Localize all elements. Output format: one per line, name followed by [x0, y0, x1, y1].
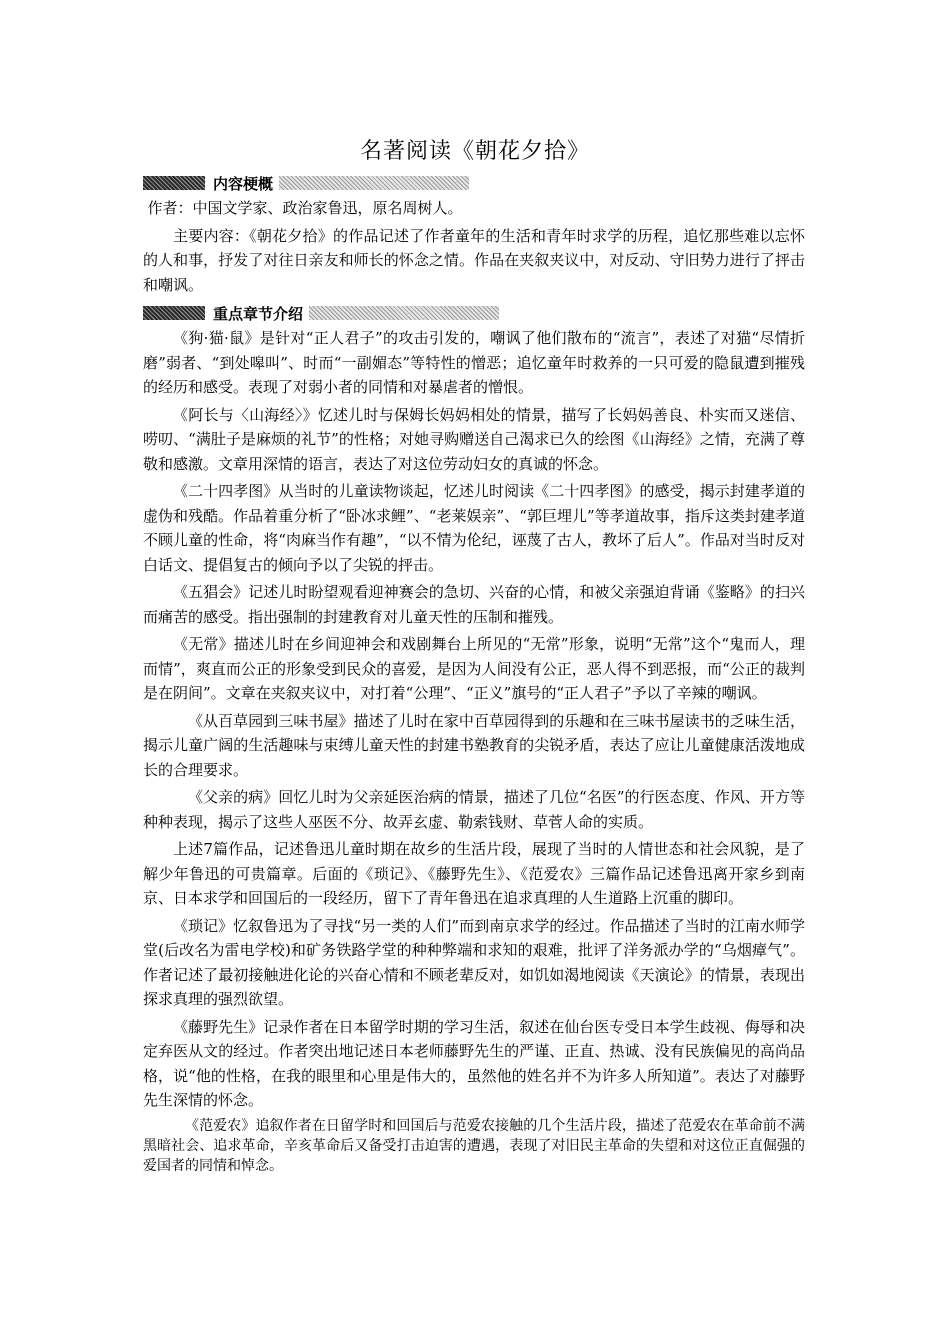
- paragraph-chapter: 《狗·猫·鼠》是针对“正人君子”的攻击引发的，嘲讽了他们散布的“流言”，表述了对猫“尽情折磨”弱者、“到处嗥叫”、时而“一副媚态”等特性的憎恶；追忆童年时救养的一只可爱的隐鼠遭到摧残的经历和感受。表现了对弱小者的同情和对暴虐者的憎恨。: [143, 329, 805, 396]
- section-heading-summary: [143, 170, 805, 196]
- paragraph-chapter: 《无常》描述儿时在乡间迎神会和戏剧舞台上所见的“无常”形象，说明“无常”这个“鬼而人，理而情”，爽直而公正的形象受到民众的喜爱，是因为人间没有公正，恶人得不到恶报，而“公正的裁判是在阴间”。文章在夹叙夹议中，对打着“公理”、“正义”旗号的“正人君子”予以了辛辣的嘲讽。: [143, 635, 805, 702]
- section-heading-label: 内容梗概: [213, 174, 274, 193]
- heading-bar-dark: [143, 306, 205, 320]
- heading-bar-light: [279, 176, 469, 190]
- paragraph-chapter: 《琐记》忆叙鲁迅为了寻找“另一类的人们”而到南京求学的经过。作品描述了当时的江南水师学堂(后改名为雷电学校)和矿务铁路学堂的种种弊端和求知的艰难，批评了洋务派办学的“乌烟瘴气”。作者记述了最初接触进化论的兴奋心情和不顾老辈反对，如饥如渴地阅读《天演论》的情景，表现出探求真理的强烈欲望。: [143, 916, 805, 1008]
- paragraph-main-content: 主要内容：《朝花夕拾》的作品记述了作者童年的生活和青年时求学的历程，追忆那些难以忘怀的人和事，抒发了对往日亲友和师长的怀念之情。作品在夹叙夹议中，对反动、守旧势力进行了抨击和嘲讽。: [143, 226, 805, 294]
- paragraph-chapter: 《藤野先生》记录作者在日本留学时期的学习生活，叙述在仙台医专受日本学生歧视、侮辱和决定弃医从文的经过。作者突出地记述日本老师藤野先生的严谨、正直、热诚、没有民族偏见的高尚品格，说“他的性格，在我的眼里和心里是伟大的，虽然他的姓名并不为许多人所知道”。表达了对藤野先生深情的怀念。: [143, 1017, 805, 1109]
- paragraph-chapter: 上述7篇作品，记述鲁迅儿童时期在故乡的生活片段，展现了当时的人情世态和社会风貌，是了解少年鲁迅的可贵篇章。后面的《琐记》、《藤野先生》、《范爱农》三篇作品记述鲁迅离开家乡到南京、日本求学和回国后的一段经历，留下了青年鲁迅在追求真理的人生道路上沉重的脚印。: [143, 840, 805, 907]
- paragraph-chapter: 《范爱农》追叙作者在日留学时和回国后与范爱农接触的几个生活片段，描述了范爱农在革命前不满黑暗社会、追求革命，辛亥革命后又备受打击迫害的遭遇，表现了对旧民主革命的失望和对这位正直倔强的爱国者的同情和悼念。: [143, 1117, 805, 1174]
- paragraph-chapter: 《二十四孝图》从当时的儿童读物谈起，忆述儿时阅读《二十四孝图》的感受，揭示封建孝道的虚伪和残酷。作品着重分析了“卧冰求鲤”、“老莱娱亲”、“郭巨埋儿”等孝道故事，指斥这类封建孝道不顾儿童的性命，将“肉麻当作有趣”，“以不情为伦纪，诬蔑了古人，教坏了后人”。作品对当时反对白话文、提倡复古的倾向予以了尖锐的抨击。: [143, 482, 805, 574]
- paragraph-chapter: 《阿长与〈山海经〉》忆述儿时与保姆长妈妈相处的情景，描写了长妈妈善良、朴实而又迷信、唠叨、“满肚子是麻烦的礼节”的性格；对她寻购赠送自己渴求已久的绘图《山海经》之情，充满了尊敬和感激。文章用深情的语言，表达了对这位劳动妇女的真诚的怀念。: [143, 405, 805, 473]
- heading-bar-light: [309, 306, 499, 320]
- section-heading-label: 重点章节介绍: [213, 304, 304, 323]
- section-heading-chapters: [143, 300, 805, 326]
- paragraph-author: 作者：中国文学家、政治家鲁迅，原名周树人。: [147, 199, 463, 217]
- paragraph-chapter: 《父亲的病》回忆儿时为父亲延医治病的情景，描述了几位“名医”的行医态度、作风、开方等种种表现，揭示了这些人巫医不分、故弄玄虚、勒索钱财、草菅人命的实质。: [143, 788, 805, 831]
- heading-bar-dark: [143, 176, 205, 190]
- document-title: 名著阅读《朝花夕拾》: [359, 139, 590, 164]
- document-body: [143, 170, 805, 1179]
- paragraph-chapter: 《五猖会》记述儿时盼望观看迎神赛会的急切、兴奋的心情，和被父亲强迫背诵《鉴略》的扫兴而痛苦的感受。指出强制的封建教育对儿童天性的压制和摧残。: [143, 583, 805, 626]
- paragraph-chapter: 《从百草园到三味书屋》描述了儿时在家中百草园得到的乐趣和在三味书屋读书的乏味生活，揭示儿童广阔的生活趣味与束缚儿童天性的封建书塾教育的尖锐矛盾，表达了应让儿童健康活泼地成长的合理要求。: [143, 711, 805, 779]
